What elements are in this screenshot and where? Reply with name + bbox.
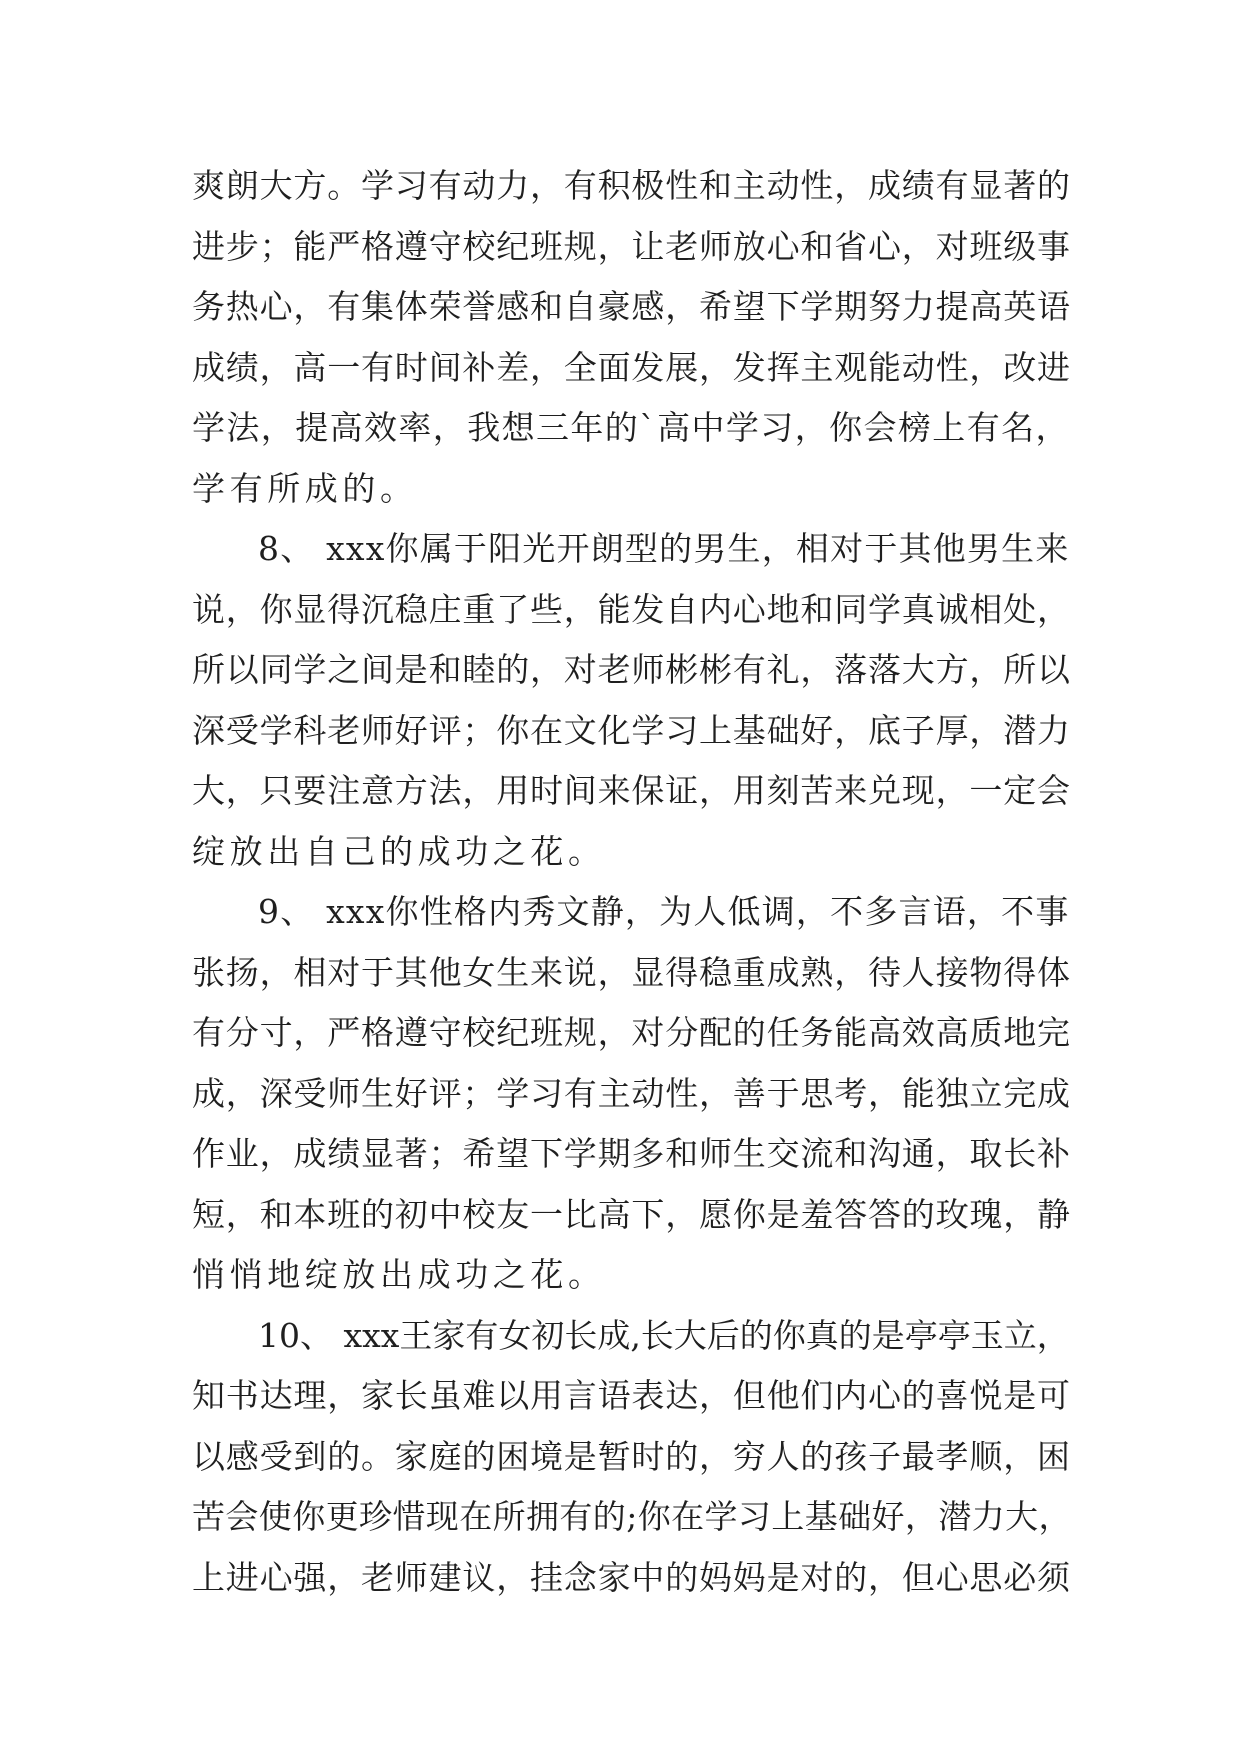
text-line: 作业，成绩显著；希望下学期多和师生交流和沟通，取长补: [192, 1134, 1071, 1173]
text-line: 爽朗大方。学习有动力，有积极性和主动性，成绩有显著的: [192, 166, 1071, 205]
text-line: 知书达理，家长虽难以用言语表达，但他们内心的喜悦是可: [192, 1376, 1071, 1415]
text-line: 说，你显得沉稳庄重了些，能发自内心地和同学真诚相处，: [192, 589, 1071, 629]
text-line: 所以同学之间是和睦的，对老师彬彬有礼，落落大方，所以: [192, 650, 1071, 689]
text-line: 苦会使你更珍惜现在所拥有的;你在学习上基础好，潜力大，: [192, 1497, 1072, 1536]
document-body: [192, 156, 1072, 1608]
text-line: 上进心强，老师建议，挂念家中的妈妈是对的，但心思必须: [192, 1557, 1071, 1597]
text-line: 短，和本班的初中校友一比高下，愿你是羞答答的玫瑰，静: [192, 1194, 1071, 1234]
text-line: 以感受到的。家庭的困境是暂时的，穷人的孩子最孝顺，困: [192, 1436, 1071, 1476]
text-line: 成，深受师生好评；学习有主动性，善于思考，能独立完成: [192, 1073, 1071, 1113]
text-line: 务热心，有集体荣誉感和自豪感，希望下学期努力提高英语: [192, 287, 1071, 326]
text-line: 悄悄地绽放出成功之花。: [192, 1255, 606, 1294]
text-line: 学法，提高效率，我想三年的`高中学习，你会榜上有名，: [192, 408, 1070, 447]
paragraph-first-line: 9、 xxx你性格内秀文静，为人低调，不多言语，不事: [258, 892, 1070, 931]
text-line: 成绩，高一有时间补差，全面发展，发挥主观能动性，改进: [192, 347, 1071, 387]
paragraph-first-line: 8、 xxx你属于阳光开朗型的男生，相对于其他男生来: [258, 529, 1070, 568]
text-line: 张扬，相对于其他女生来说，显得稳重成熟，待人接物得体: [192, 952, 1071, 992]
text-line: 学有所成的。: [192, 468, 418, 508]
text-line: 大，只要注意方法，用时间来保证，用刻苦来兑现，一定会: [192, 771, 1071, 810]
text-line: 进步；能严格遵守校纪班规，让老师放心和省心，对班级事: [192, 226, 1071, 266]
text-line: 深受学科老师好评；你在文化学习上基础好，底子厚，潜力: [192, 710, 1071, 750]
text-line: 绽放出自己的成功之花。: [192, 831, 606, 871]
text-line: 有分寸，严格遵守校纪班规，对分配的任务能高效高质地完: [192, 1013, 1071, 1052]
paragraph-first-line: 10、 xxx王家有女初长成,长大后的你真的是亭亭玉立，: [258, 1315, 1070, 1355]
